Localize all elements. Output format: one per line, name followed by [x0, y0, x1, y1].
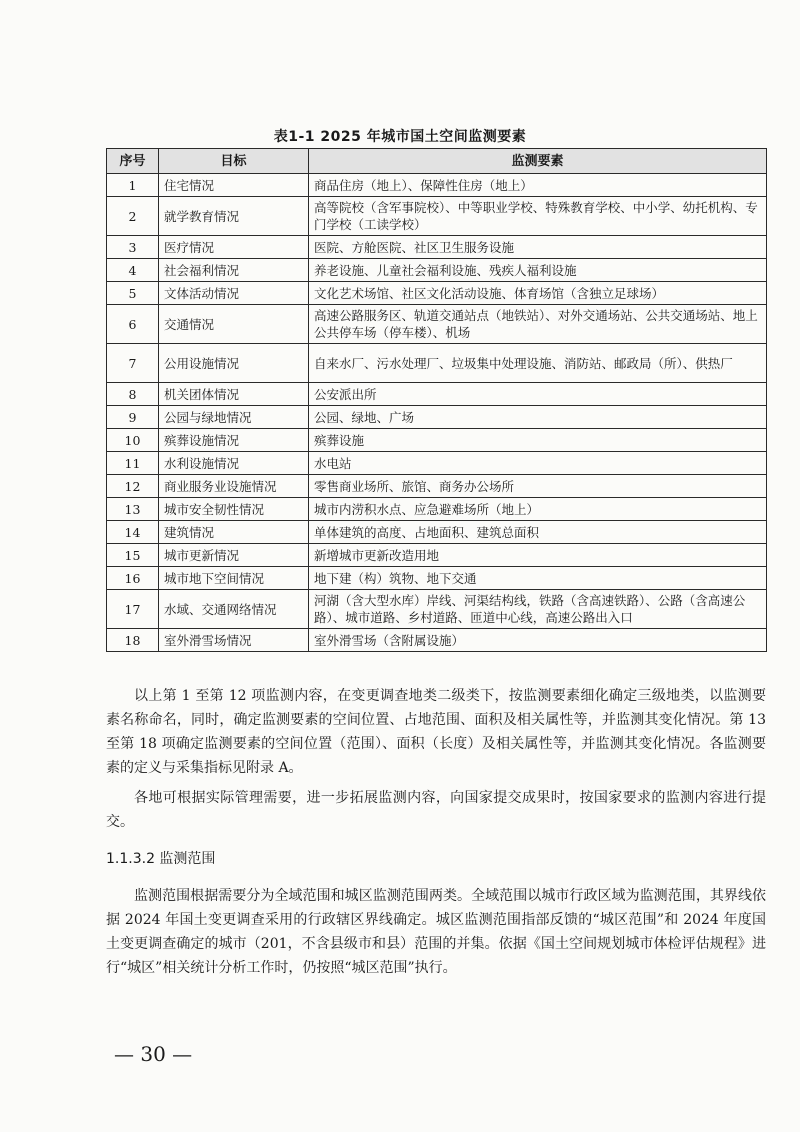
- row-no: 16: [107, 567, 159, 590]
- table-row: [107, 567, 767, 590]
- table-row: [107, 305, 767, 344]
- row-target: 建筑情况: [159, 521, 309, 544]
- row-no: 17: [107, 590, 159, 629]
- row-target: 商业服务业设施情况: [159, 475, 309, 498]
- table-title: 表1-1 2025 年城市国土空间监测要素: [273, 129, 527, 145]
- row-elements: 地下建（构）筑物、地下交通: [309, 567, 767, 590]
- table-row: [107, 590, 767, 629]
- row-no: 2: [107, 197, 159, 236]
- row-target: 机关团体情况: [159, 383, 309, 406]
- page-number: — 30 —: [114, 1042, 193, 1066]
- row-no: 5: [107, 282, 159, 305]
- row-no: 10: [107, 429, 159, 452]
- table-row: [107, 452, 767, 475]
- paragraph-scope: 监测范围根据需要分为全域范围和城区监测范围两类。全域范围以城市行政区域为监测范围，其界线依据 2024 年国土变更调查采用的行政辖区界线确定。城区监测范围指部反馈的“城区范围”和 2024 年度国土变更调查确定的城市（201，不含县级市和县）范围的并集。依据《国土空间规划城市体检评估规程》进行“城区”相关统计分析工作时，仍按照“城区范围”执行。: [106, 888, 766, 976]
- row-elements: 文化艺术场馆、社区文化活动设施、体育场馆（含独立足球场）: [309, 282, 767, 305]
- row-elements: 公安派出所: [309, 383, 767, 406]
- row-elements: 单体建筑的高度、占地面积、建筑总面积: [309, 521, 767, 544]
- paragraph-extension: 各地可根据实际管理需要，进一步拓展监测内容，向国家提交成果时，按国家要求的监测内容进行提交。: [106, 790, 766, 830]
- row-target: 交通情况: [159, 305, 309, 344]
- row-elements: 新增城市更新改造用地: [309, 544, 767, 567]
- row-elements: 室外滑雪场（含附属设施）: [309, 629, 767, 652]
- row-target: 殡葬设施情况: [159, 429, 309, 452]
- paragraph-table-notes: 以上第 1 至第 12 项监测内容，在变更调查地类二级类下，按监测要素细化确定三级地类，以监测要素名称命名，同时，确定监测要素的空间位置、占地范围、面积及相关属性等，并监测其变化情况。第 13 至第 18 项确定监测要素的空间位置（范围）、面积（长度）及相关属性等，并监测其变化情况。各监测要素的定义与采集指标见附录 A。: [106, 688, 766, 776]
- row-elements: 医院、方舱医院、社区卫生服务设施: [309, 236, 767, 259]
- row-no: 6: [107, 305, 159, 344]
- row-elements: 零售商业场所、旅馆、商务办公场所: [309, 475, 767, 498]
- row-no: 1: [107, 174, 159, 197]
- table-row: [107, 498, 767, 521]
- table-row: [107, 383, 767, 406]
- table-row: [107, 544, 767, 567]
- row-target: 公园与绿地情况: [159, 406, 309, 429]
- row-no: 18: [107, 629, 159, 652]
- row-no: 13: [107, 498, 159, 521]
- table-row: [107, 236, 767, 259]
- table-row: [107, 521, 767, 544]
- row-target: 室外滑雪场情况: [159, 629, 309, 652]
- row-elements: 高等院校（含军事院校）、中等职业学校、特殊教育学校、中小学、幼托机构、专门学校（工读学校）: [309, 197, 767, 236]
- header-no: 序号: [107, 149, 159, 174]
- section-heading: 1.1.3.2 监测范围: [106, 851, 216, 867]
- table-row: [107, 429, 767, 452]
- table-row: [107, 629, 767, 652]
- row-no: 14: [107, 521, 159, 544]
- table-row: [107, 475, 767, 498]
- row-no: 9: [107, 406, 159, 429]
- row-no: 12: [107, 475, 159, 498]
- header-target: 目标: [159, 149, 309, 174]
- row-target: 水域、交通网络情况: [159, 590, 309, 629]
- table-row: [107, 282, 767, 305]
- row-no: 4: [107, 259, 159, 282]
- table-row: [107, 344, 767, 383]
- row-elements: 自来水厂、污水处理厂、垃圾集中处理设施、消防站、邮政局（所）、供热厂: [309, 344, 767, 383]
- row-target: 就学教育情况: [159, 197, 309, 236]
- row-target: 城市地下空间情况: [159, 567, 309, 590]
- row-no: 15: [107, 544, 159, 567]
- row-target: 医疗情况: [159, 236, 309, 259]
- row-no: 11: [107, 452, 159, 475]
- row-elements: 河湖（含大型水库）岸线、河渠结构线，铁路（含高速铁路）、公路（含高速公路）、城市道路、乡村道路、匝道中心线，高速公路出入口: [309, 590, 767, 629]
- row-target: 住宅情况: [159, 174, 309, 197]
- row-no: 3: [107, 236, 159, 259]
- row-elements: 水电站: [309, 452, 767, 475]
- row-target: 水利设施情况: [159, 452, 309, 475]
- row-no: 7: [107, 344, 159, 383]
- row-elements: 高速公路服务区、轨道交通站点（地铁站）、对外交通场站、公共交通场站、地上公共停车场（停车楼）、机场: [309, 305, 767, 344]
- table-row: [107, 197, 767, 236]
- row-elements: 城市内涝积水点、应急避难场所（地上）: [309, 498, 767, 521]
- table-row: [107, 406, 767, 429]
- row-elements: 商品住房（地上）、保障性住房（地上）: [309, 174, 767, 197]
- row-elements: 殡葬设施: [309, 429, 767, 452]
- table-row: [107, 174, 767, 197]
- row-target: 社会福利情况: [159, 259, 309, 282]
- table-row: [107, 259, 767, 282]
- row-target: 公用设施情况: [159, 344, 309, 383]
- header-elements: 监测要素: [309, 149, 767, 174]
- row-target: 城市更新情况: [159, 544, 309, 567]
- row-no: 8: [107, 383, 159, 406]
- monitoring-elements-table: [106, 148, 767, 652]
- table-header-row: [107, 149, 767, 174]
- row-elements: 养老设施、儿童社会福利设施、残疾人福利设施: [309, 259, 767, 282]
- row-target: 城市安全韧性情况: [159, 498, 309, 521]
- row-target: 文体活动情况: [159, 282, 309, 305]
- row-elements: 公园、绿地、广场: [309, 406, 767, 429]
